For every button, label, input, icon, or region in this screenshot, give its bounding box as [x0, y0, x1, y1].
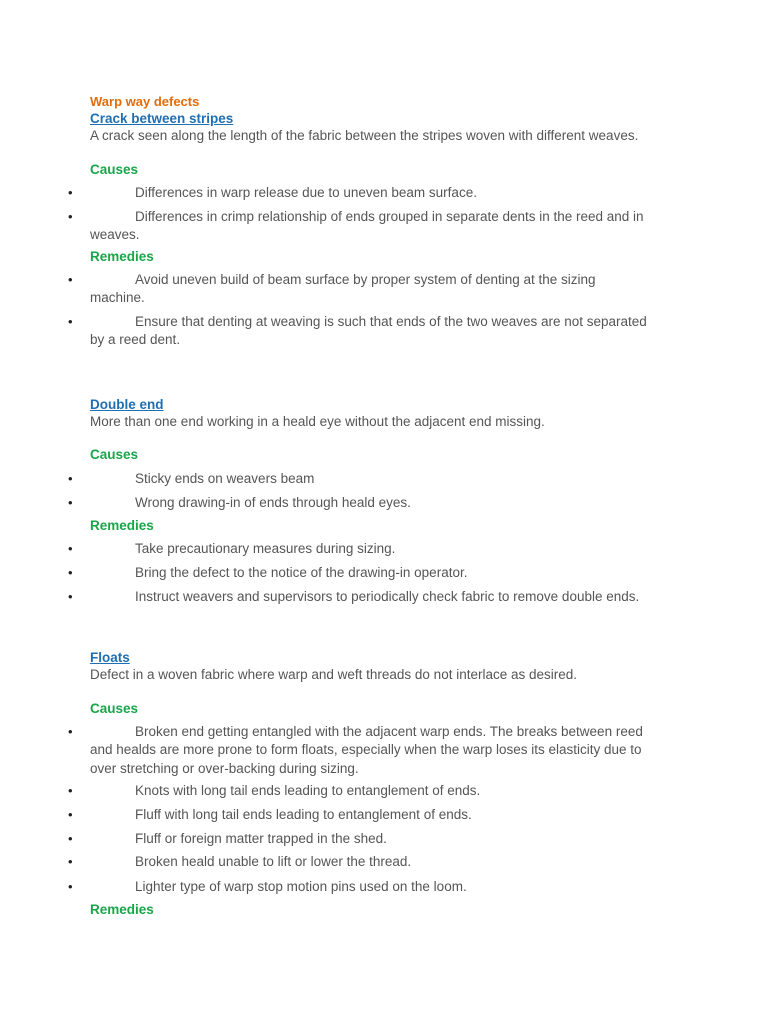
- bullet-icon: •: [68, 854, 73, 869]
- bullet-icon: •: [68, 831, 73, 846]
- list-item-text: Broken heald unable to lift or lower the thread.: [135, 854, 412, 869]
- bullet-icon: •: [68, 209, 73, 224]
- list-item-text: Take precautionary measures during sizing.: [135, 541, 396, 556]
- remedies-label: Remedies: [90, 902, 154, 917]
- bullet-icon: •: [68, 314, 73, 329]
- section-title[interactable]: Crack between stripes: [90, 111, 234, 126]
- list-item-text: Knots with long tail ends leading to entanglement of ends.: [135, 783, 481, 798]
- list-item-text: Differences in warp release due to uneven beam surface.: [135, 185, 477, 200]
- bullet-icon: •: [68, 541, 73, 556]
- list-item-text: Fluff with long tail ends leading to entanglement of ends.: [135, 807, 472, 822]
- causes-label: Causes: [90, 162, 139, 177]
- list-item-text: Lighter type of warp stop motion pins used on the loom.: [135, 879, 467, 894]
- document-title: Warp way defects: [90, 94, 200, 109]
- bullet-icon: •: [68, 807, 73, 822]
- section-description: A crack seen along the length of the fabric between the stripes woven with different weaves.: [90, 128, 639, 143]
- remedies-label: Remedies: [90, 249, 154, 264]
- list-item-text: Differences in crimp relationship of ends grouped in separate dents in the reed and in weaves.: [90, 209, 644, 243]
- bullet-icon: •: [68, 565, 73, 580]
- section-description: More than one end working in a heald eye without the adjacent end missing.: [90, 414, 545, 429]
- list-item-text: Instruct weavers and supervisors to periodically check fabric to remove double ends.: [135, 589, 640, 604]
- list-item-text: Wrong drawing-in of ends through heald eyes.: [135, 495, 411, 510]
- causes-label: Causes: [90, 447, 139, 462]
- list-item-text: Fluff or foreign matter trapped in the shed.: [135, 831, 387, 846]
- section-description: Defect in a woven fabric where warp and weft threads do not interlace as desired.: [90, 667, 578, 682]
- bullet-icon: •: [68, 185, 73, 200]
- bullet-icon: •: [68, 783, 73, 798]
- list-item-text: Avoid uneven build of beam surface by proper system of denting at the sizing machine.: [90, 272, 596, 306]
- bullet-icon: •: [68, 471, 73, 486]
- bullet-icon: •: [68, 272, 73, 287]
- list-item-text: Ensure that denting at weaving is such that ends of the two weaves are not separated by a reed dent.: [90, 314, 647, 348]
- bullet-icon: •: [68, 495, 73, 510]
- bullet-icon: •: [68, 724, 73, 739]
- remedies-label: Remedies: [90, 518, 154, 533]
- causes-label: Causes: [90, 701, 139, 716]
- list-item-text: Broken end getting entangled with the adjacent warp ends. The breaks between reed and healds are more prone to form floats, especially when the warp loses its elasticity due to over stretching or over-backing during sizing.: [90, 724, 643, 776]
- bullet-icon: •: [68, 589, 73, 604]
- section-title[interactable]: Floats: [90, 650, 130, 665]
- list-item-text: Bring the defect to the notice of the drawing-in operator.: [135, 565, 468, 580]
- bullet-icon: •: [68, 879, 73, 894]
- section-title[interactable]: Double end: [90, 397, 164, 412]
- list-item-text: Sticky ends on weavers beam: [135, 471, 315, 486]
